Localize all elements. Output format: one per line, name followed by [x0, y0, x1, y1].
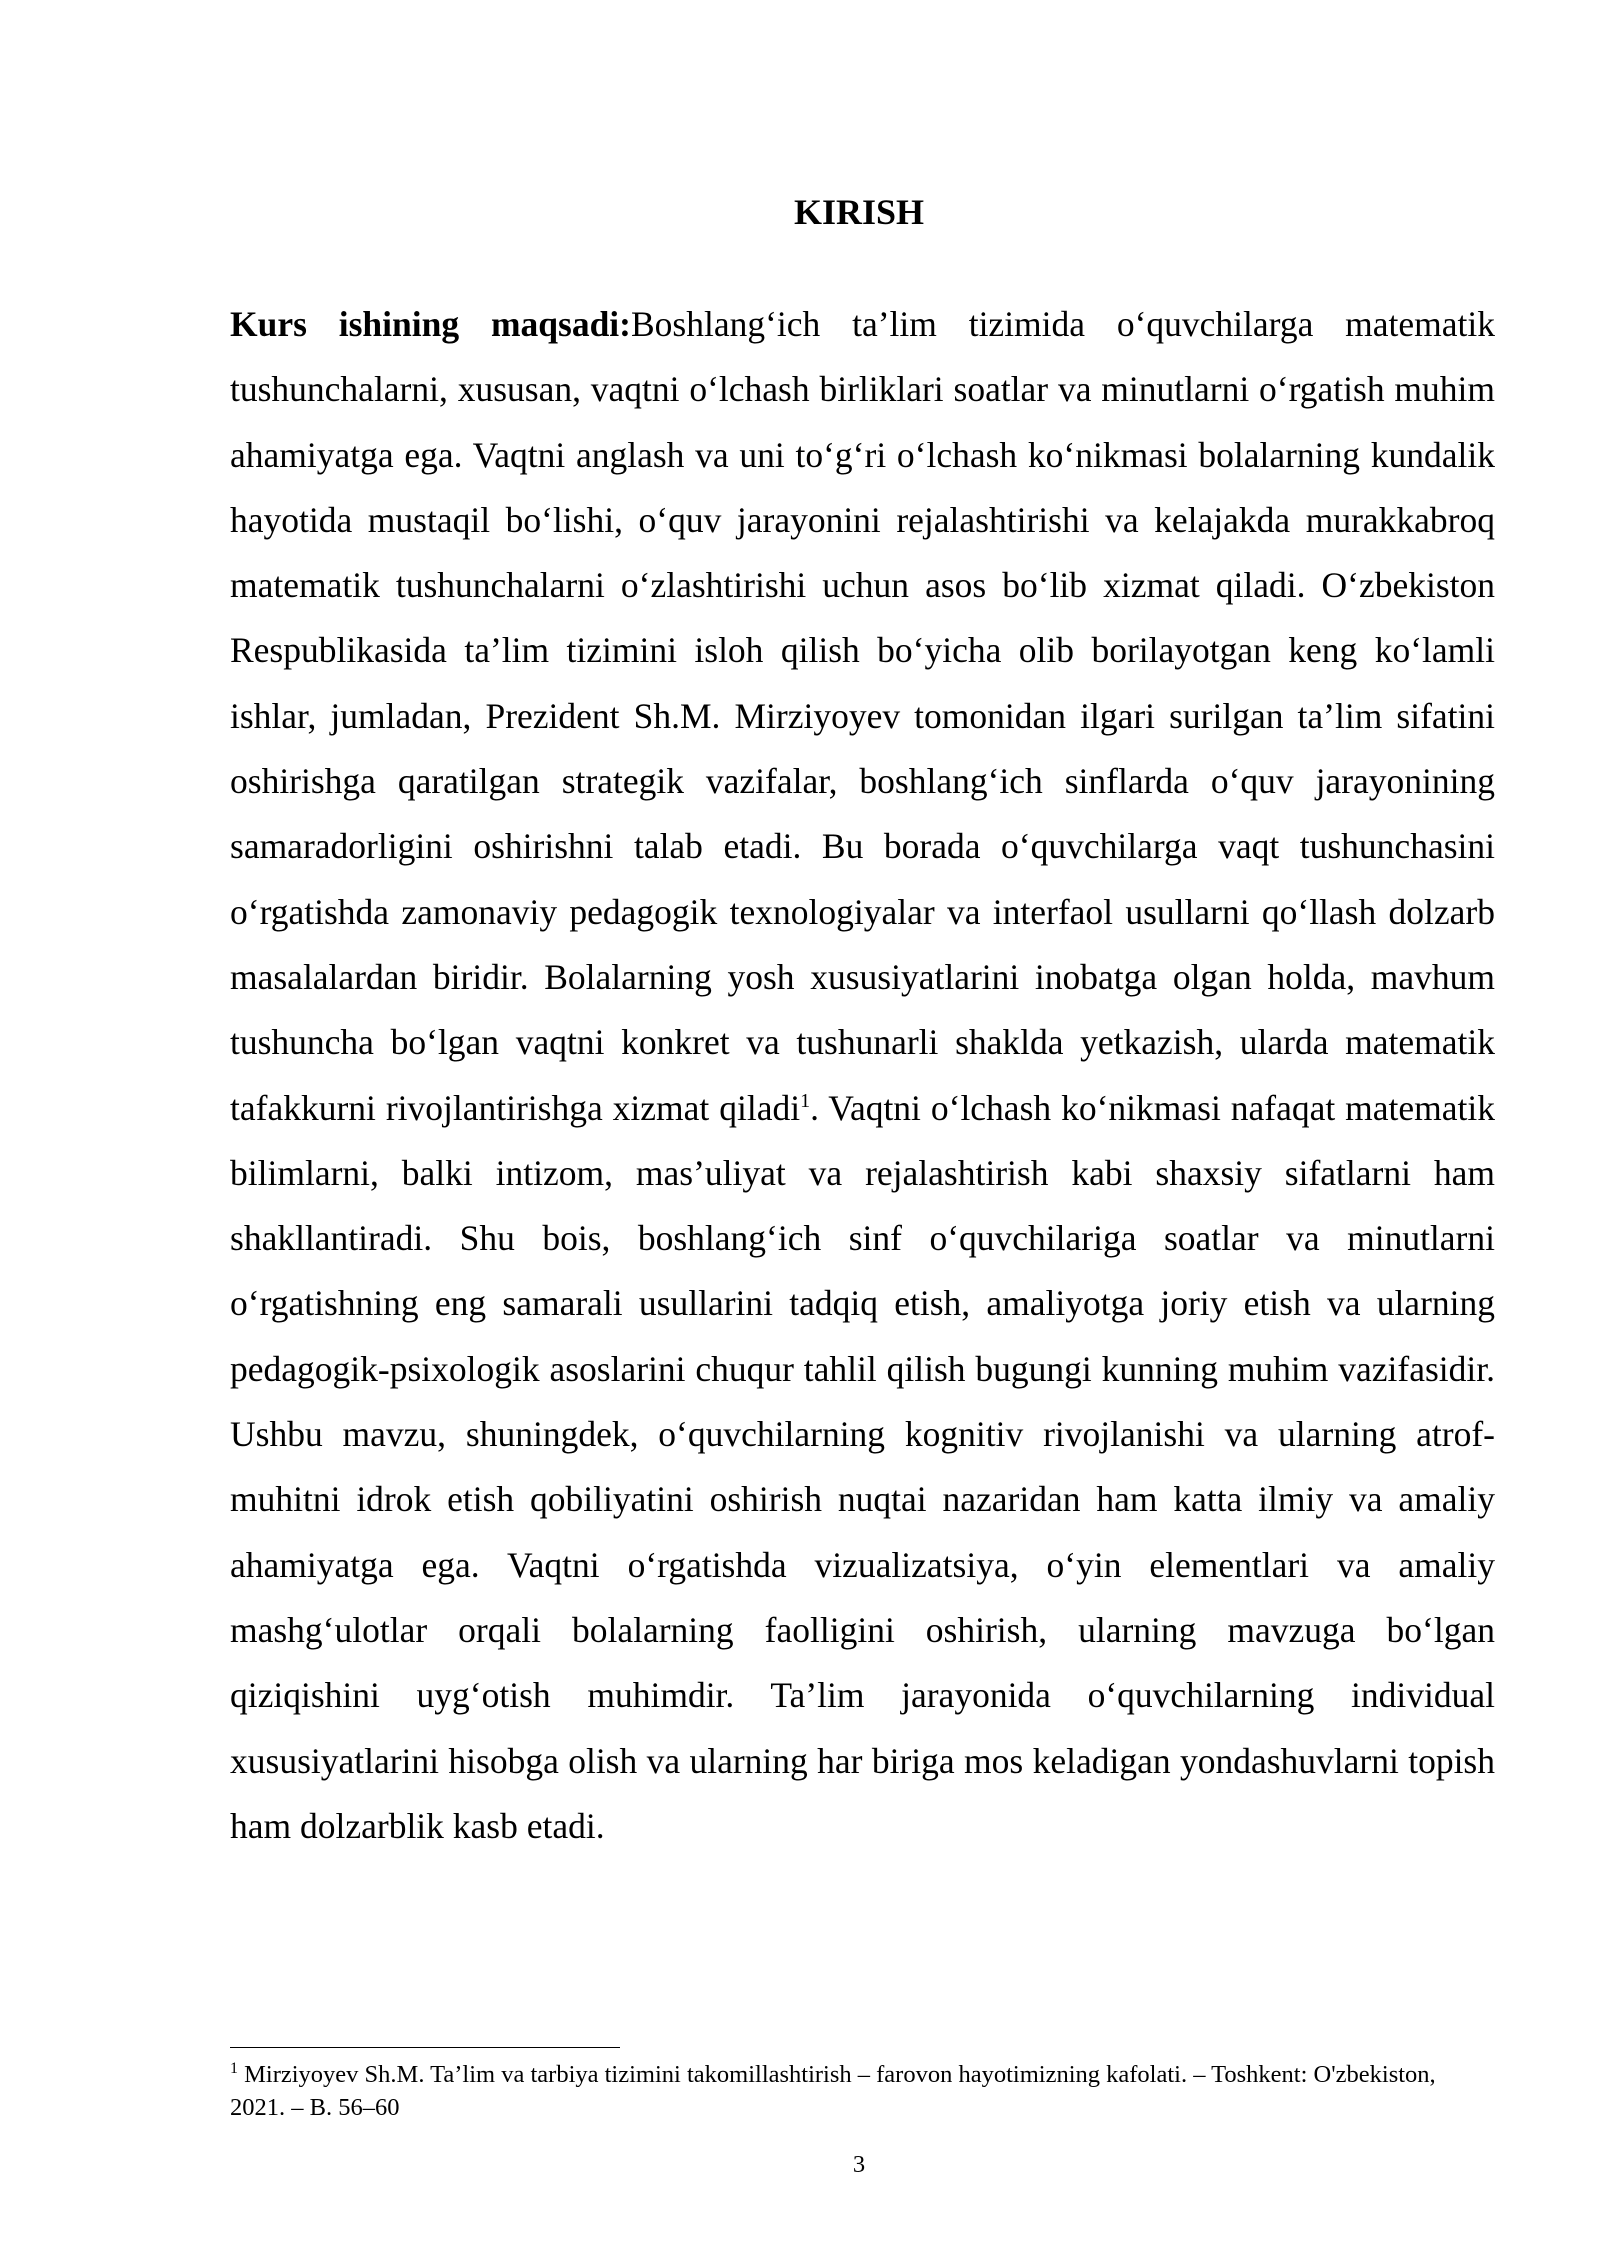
footnote-separator — [230, 2047, 620, 2048]
intro-paragraph — [230, 292, 1495, 1859]
footnote-mark: 1 — [230, 2059, 238, 2077]
section-heading: KIRISH — [793, 192, 925, 232]
paragraph-lead: Kurs ishining maqsadi: — [230, 304, 631, 344]
footnote-text: Mirziyoyev Sh.M. Ta’lim va tarbiya tizimini takomillashtirish – farovon hayotimizning kafolati. – Toshkent: O'zbekiston, 2021. – B. 56–60 — [230, 2061, 1436, 2121]
paragraph-text-part-2: . Vaqtni o‘lchash ko‘nikmasi nafaqat matematik bilimlarni, balki intizom, mas’uliyat va rejalashtirish kabi shaxsiy sifatlarni ham shakllantiradi. Shu bois, boshlang‘ich sinf o‘quvchilariga soatlar va minutlarni o‘rgatishning eng samarali usullarini tadqiq etish, amaliyotga joriy etish va ularning pedagogik-psixologik asoslarini chuqur tahlil qilish bugungi kunning muhim vazifasidir. Ushbu mavzu, shuningdek, o‘quvchilarning kognitiv rivojlanishi va ularning atrof-muhitni idrok etish qobiliyatini oshirish nuqtai nazaridan ham katta ilmiy va amaliy ahamiyatga ega. Vaqtni o‘rgatishda vizualizatsiya, o‘yin elementlari va amaliy mashg‘ulotlar orqali bolalarning faolligini oshirish, ularning mavzuga bo‘lgan qiziqishini uyg‘otish muhimdir. Ta’lim jarayonida o‘quvchilarning individual xususiyatlarini hisobga olish va ularning har biriga mos keladigan yondashuvlarni topish ham dolzarblik kasb etadi. — [230, 1087, 1495, 1846]
footnote — [230, 2058, 1495, 2124]
paragraph-text-part-1: Boshlang‘ich ta’lim tizimida o‘quvchilarga matematik tushunchalarni, xususan, vaqtni o‘lchash birliklari soatlar va minutlarni o‘rgatish muhim ahamiyatga ega. Vaqtni anglash va uni to‘g‘ri o‘lchash ko‘nikmasi bolalarning kundalik hayotida mustaqil bo‘lishi, o‘quv jarayonini rejalashtirishi va kelajakda murakkabroq matematik tushunchalarni o‘zlashtirishi uchun asos bo‘lib xizmat qiladi. O‘zbekiston Respublikasida ta’lim tizimini isloh qilish bo‘yicha olib borilayotgan keng ko‘lamli ishlar, jumladan, Prezident Sh.M. Mirziyoyev tomonidan ilgari surilgan ta’lim sifatini oshirishga qaratilgan strategik vazifalar, boshlang‘ich sinflarda o‘quv jarayonining samaradorligini oshirishni talab etadi. Bu borada o‘quvchilarga vaqt tushunchasini o‘rgatishda zamonaviy pedagogik texnologiyalar va interfaol usullarni qo‘llash dolzarb masalalardan biridir. Bolalarning yosh xususiyatlarini inobatga olgan holda, mavhum tushuncha bo‘lgan vaqtni konkret va tushunarli shaklda yetkazish, ularda matematik tafakkurni rivojlantirishga xizmat qiladi — [230, 304, 1495, 1128]
page-number: 3 — [852, 2151, 866, 2178]
footnote-reference[interactable]: 1 — [800, 1089, 811, 1112]
